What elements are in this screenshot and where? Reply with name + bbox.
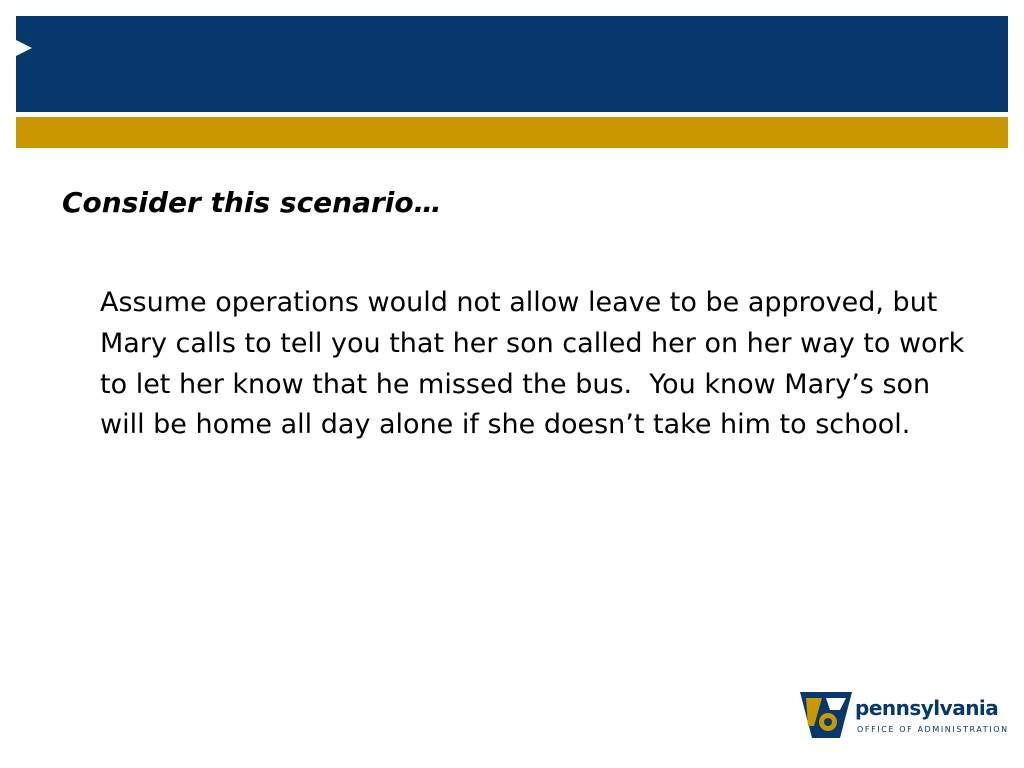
accent-bar <box>16 117 1008 148</box>
arrow-icon <box>16 40 32 56</box>
pennsylvania-logo <box>800 688 1020 744</box>
slide-subtitle: Consider this scenario… <box>62 186 442 219</box>
logo-subtitle: OFFICE OF ADMINISTRATION <box>857 725 1009 734</box>
logo-name: pennsylvania <box>855 696 999 720</box>
header-bar <box>16 16 1008 112</box>
keystone-icon <box>800 688 852 740</box>
scenario-text: Assume operations would not allow leave to be approved, but Mary calls to tell you that her son called her on her way to work to let her know that he missed the bus. You know Mary’s son will be home all day alone if she doesn’t take him to school. <box>100 287 973 441</box>
